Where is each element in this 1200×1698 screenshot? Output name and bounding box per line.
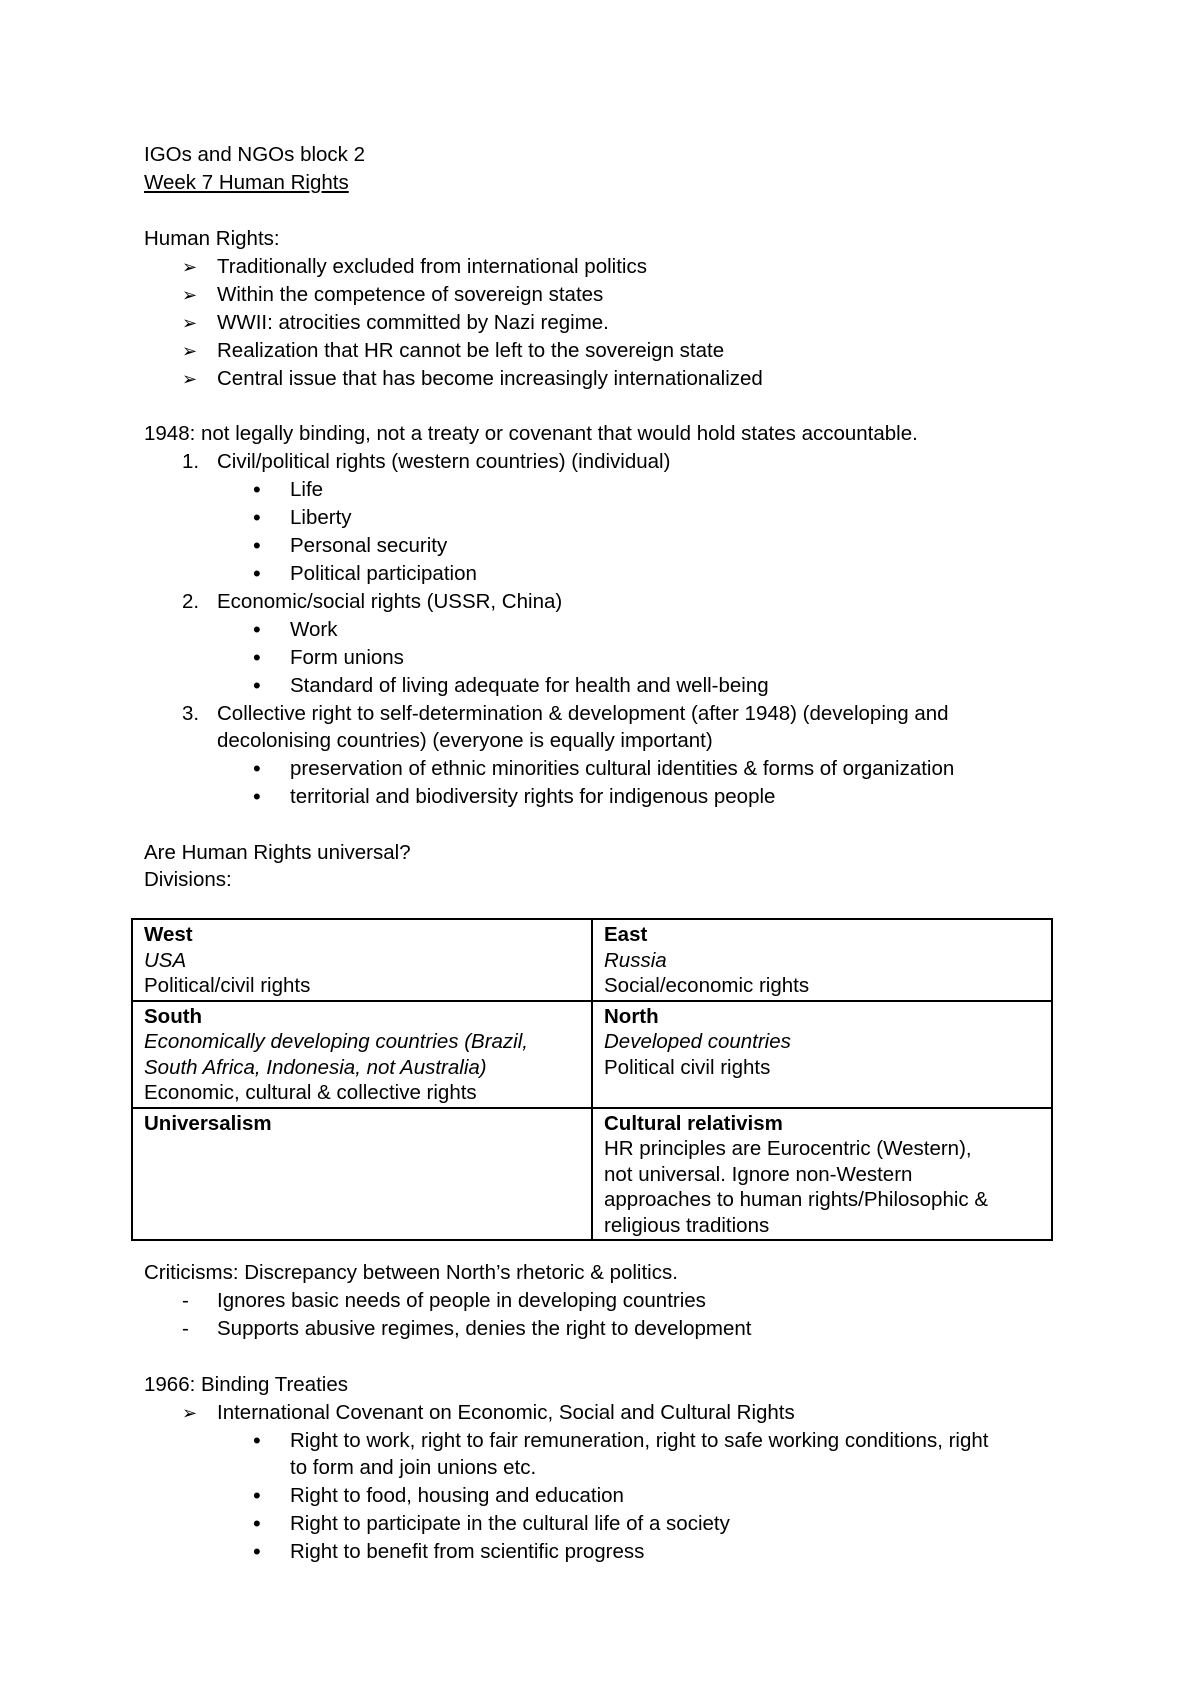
list-item: Political participation [290, 562, 477, 585]
cell-text: Political civil rights [604, 1055, 771, 1079]
cell-title: West [144, 923, 193, 946]
bullet-icon: • [253, 561, 261, 586]
bullet-icon: • [253, 477, 261, 502]
bullet-icon: • [253, 1539, 261, 1564]
bullet-icon: • [253, 1483, 261, 1508]
list-item: Ignores basic needs of people in developing countries [217, 1289, 706, 1312]
bullet-icon: • [253, 784, 261, 809]
list-item: Right to work, right to fair remuneration, right to safe working conditions, right [290, 1429, 989, 1452]
bullet-icon: • [253, 756, 261, 781]
cell-title: Universalism [144, 1111, 272, 1135]
bullet-icon: • [253, 533, 261, 558]
table-cell-east [592, 919, 1052, 1001]
cell-subtitle: Developed countries [604, 1030, 791, 1053]
list-item: Collective right to self-determination & development (after 1948) (developing and [217, 702, 949, 725]
list-item: territorial and biodiversity rights for indigenous people [290, 785, 776, 808]
list-item: WWII: atrocities committed by Nazi regime. [217, 311, 609, 334]
list-item: Within the competence of sovereign states [217, 283, 604, 306]
document-title: IGOs and NGOs block 2 [144, 143, 366, 166]
table-row [132, 1108, 1052, 1241]
list-item: Economic/social rights (USSR, China) [217, 590, 563, 613]
document-subtitle: Week 7 Human Rights [144, 171, 349, 194]
table-cell-cultural-relativism [592, 1108, 1052, 1241]
list-item: Central issue that has become increasingly internationalized [217, 367, 763, 390]
cell-subtitle: Economically developing countries (Brazil, [144, 1030, 528, 1053]
section-heading-1948: 1948: not legally binding, not a treaty or covenant that would hold states accountable. [144, 422, 918, 445]
list-item: Liberty [290, 506, 352, 529]
cell-title: Cultural relativism [604, 1111, 783, 1135]
bullet-icon: • [253, 645, 261, 670]
list-item: Civil/political rights (western countries) (individual) [217, 450, 671, 473]
arrow-bullet-icon: ➢ [182, 369, 198, 389]
list-item-continuation: decolonising countries) (everyone is equally important) [217, 729, 713, 752]
cell-subtitle: Russia [604, 948, 667, 972]
list-number: 2. [182, 590, 200, 613]
section-heading-human-rights: Human Rights: [144, 227, 280, 250]
arrow-bullet-icon: ➢ [182, 313, 198, 333]
cell-text: not universal. Ignore non-Western [604, 1162, 913, 1186]
bullet-icon: • [253, 1511, 261, 1536]
table-cell-universalism [132, 1108, 592, 1241]
table-cell-west [132, 919, 592, 1001]
cell-text: HR principles are Eurocentric (Western), [604, 1137, 972, 1160]
list-item: Traditionally excluded from international politics [217, 255, 647, 278]
list-item: preservation of ethnic minorities cultural identities & forms of organization [290, 757, 955, 780]
list-item: Work [290, 618, 338, 641]
list-number: 3. [182, 702, 200, 725]
arrow-bullet-icon: ➢ [182, 341, 198, 361]
section-heading-criticisms: Criticisms: Discrepancy between North’s rhetoric & politics. [144, 1261, 678, 1284]
dash-bullet-icon: - [182, 1289, 189, 1312]
arrow-bullet-icon: ➢ [182, 1403, 198, 1423]
dash-bullet-icon: - [182, 1317, 189, 1340]
list-item: Right to benefit from scientific progress [290, 1540, 645, 1563]
section-heading-1966: 1966: Binding Treaties [144, 1373, 348, 1396]
universality-question: Are Human Rights universal? [144, 841, 411, 864]
list-item: International Covenant on Economic, Social and Cultural Rights [217, 1401, 795, 1424]
cell-text: religious traditions [604, 1213, 770, 1237]
cell-text: Economic, cultural & collective rights [144, 1081, 477, 1104]
bullet-icon: • [253, 673, 261, 698]
cell-text: Political/civil rights [144, 974, 311, 997]
list-item: Personal security [290, 534, 448, 557]
list-item: Standard of living adequate for health and well-being [290, 674, 769, 697]
cell-title: North [604, 1004, 659, 1028]
table-cell-north [592, 1001, 1052, 1108]
list-item: Realization that HR cannot be left to the sovereign state [217, 339, 725, 362]
cell-subtitle: South Africa, Indonesia, not Australia) [144, 1055, 487, 1079]
table-cell-south [132, 1001, 592, 1108]
cell-text: Social/economic rights [604, 974, 810, 997]
list-item: Right to participate in the cultural life of a society [290, 1512, 730, 1535]
list-number: 1. [182, 450, 200, 473]
list-item-continuation: to form and join unions etc. [290, 1456, 537, 1479]
cell-title: East [604, 923, 648, 946]
list-item: Life [290, 478, 324, 501]
cell-text: approaches to human rights/Philosophic & [604, 1188, 989, 1211]
list-item: Form unions [290, 646, 404, 669]
bullet-icon: • [253, 617, 261, 642]
table-row [132, 919, 1052, 1001]
cell-title: South [144, 1004, 203, 1028]
arrow-bullet-icon: ➢ [182, 285, 198, 305]
divisions-table [131, 918, 1053, 1241]
cell-subtitle: USA [144, 948, 187, 972]
table-row [132, 1001, 1052, 1108]
list-item: Supports abusive regimes, denies the right to development [217, 1317, 752, 1340]
list-item: Right to food, housing and education [290, 1484, 624, 1507]
divisions-label: Divisions: [144, 868, 232, 891]
bullet-icon: • [253, 505, 261, 530]
bullet-icon: • [253, 1428, 261, 1453]
arrow-bullet-icon: ➢ [182, 257, 198, 277]
